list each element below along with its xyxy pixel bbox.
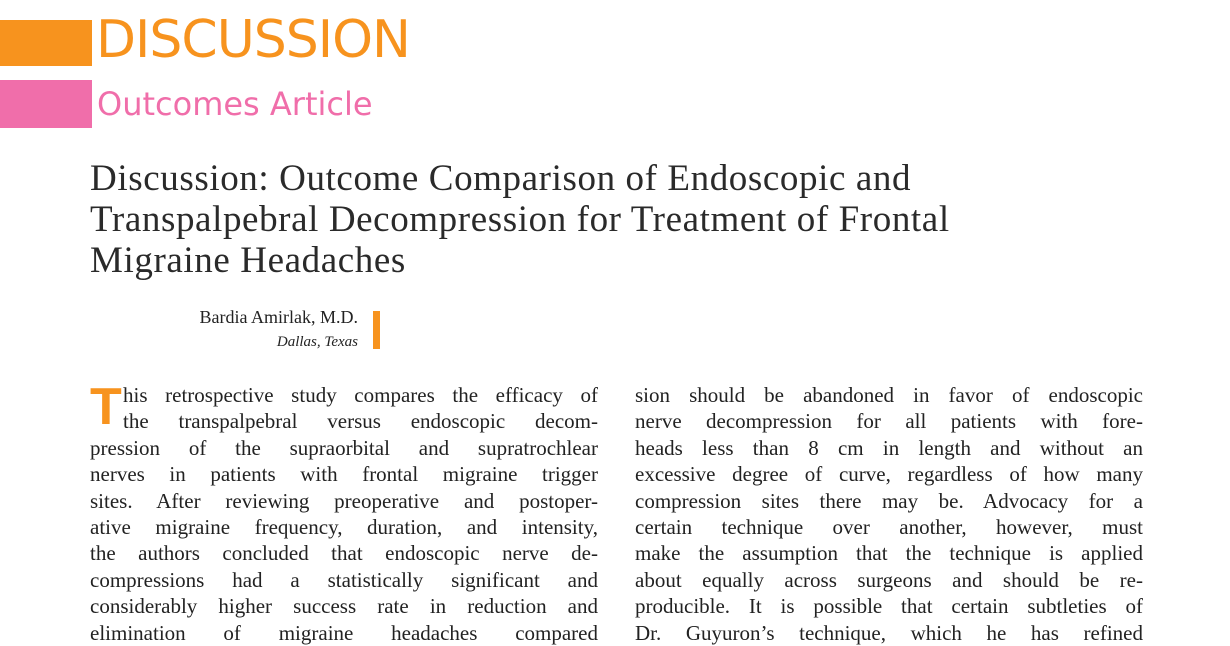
body-line: ative migraine frequency, duration, and intensity, [90,515,598,540]
body-line: the transpalpebral versus endoscopic decom- [123,409,598,434]
body-line: compression sites there may be. Advocacy for a [635,488,1143,513]
body-line: his retrospective study compares the efficacy of [123,383,598,407]
title-line: Discussion: Outcome Comparison of Endoscopic and [90,158,912,199]
body-line: excessive degree of curve, regardless of how many [635,462,1143,487]
body-line: pression of the supraorbital and supratrochlear [90,435,598,460]
body-line: certain technique over another, however, must [635,515,1143,540]
section-color-bar-pink [0,80,92,128]
body-line: heads less than 8 cm in length and without an [635,435,1143,460]
author-accent-bar [373,311,380,349]
drop-cap: T [90,378,122,436]
body-line: considerably higher success rate in reduction and [90,594,598,619]
body-line: sites. After reviewing preoperative and postoper- [90,488,598,513]
body-line: compressions had a statistically significant and [90,567,598,592]
section-sublabel: Outcomes Article [97,85,373,123]
body-column-right [635,382,1143,646]
body-line: about equally across surgeons and should be re- [635,567,1143,592]
body-column-left [90,378,598,646]
body-line: elimination of migraine headaches compared [90,620,598,645]
section-label: DISCUSSION [96,10,410,70]
title-line: Transpalpebral Decompression for Treatment of Frontal [90,199,950,240]
body-line: nerve decompression for all patients with fore- [635,409,1143,434]
body-line: Dr. Guyuron’s technique, which he has refined [635,620,1143,645]
body-line: the authors concluded that endoscopic nerve de- [90,541,598,566]
body-line: producible. It is possible that certain subtleties of [635,594,1143,619]
article-title [90,158,1170,281]
body-line: sion should be abandoned in favor of endoscopic [635,383,1143,407]
body-line: make the assumption that the technique is applied [635,541,1143,566]
body-line: nerves in patients with frontal migraine trigger [90,462,598,487]
author-name: Bardia Amirlak, M.D. [199,307,358,327]
section-color-bar-orange [0,20,92,66]
author-location: Dallas, Texas [276,334,358,350]
title-line: Migraine Headaches [90,240,406,281]
